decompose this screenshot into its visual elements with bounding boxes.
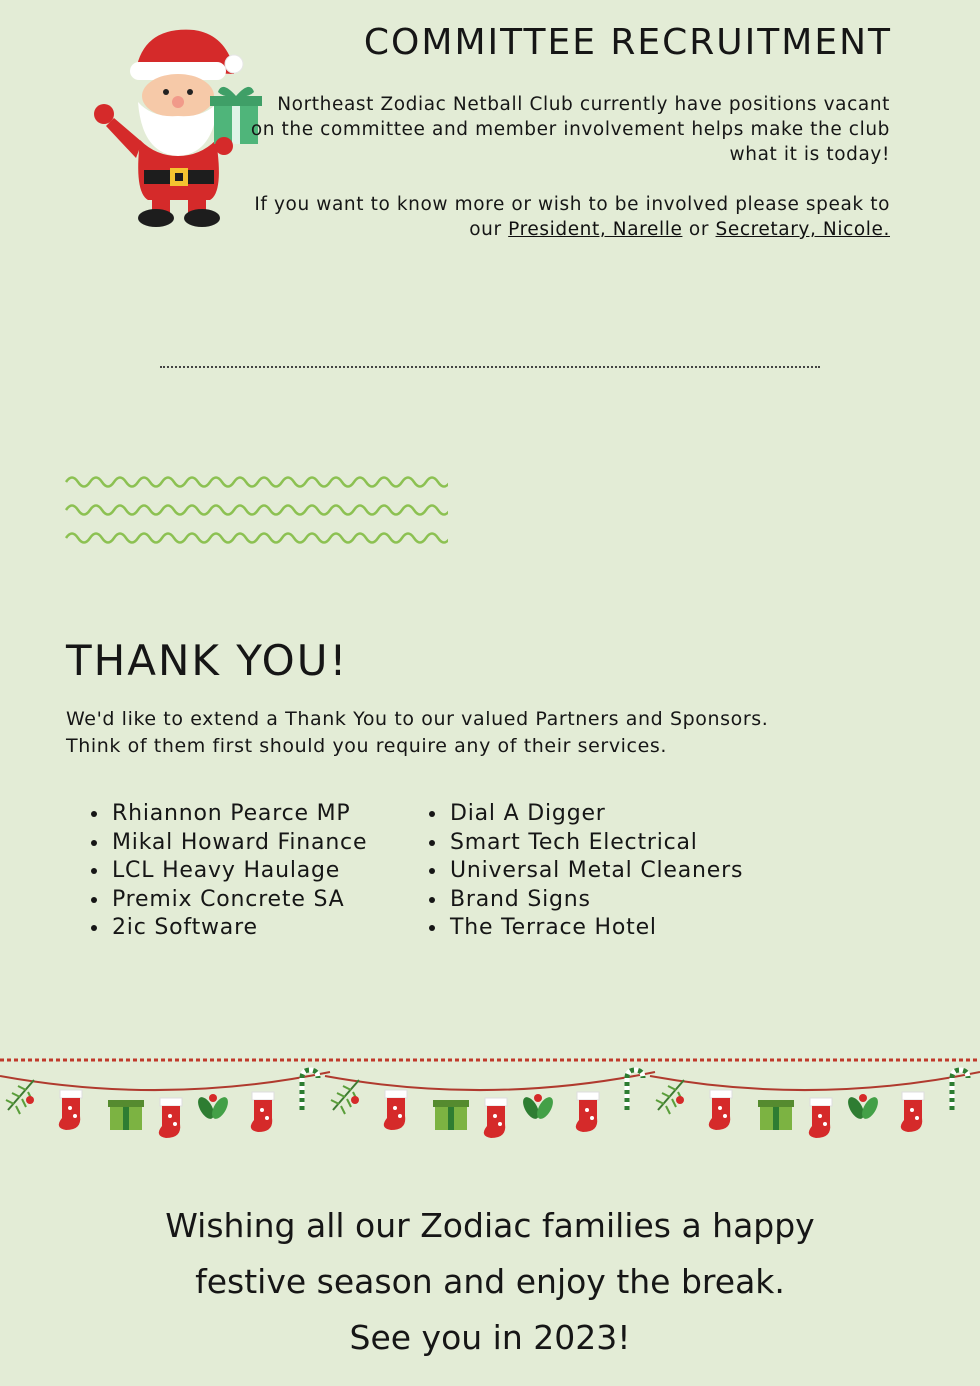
sponsor-item: • The Terrace Hotel — [448, 914, 743, 943]
garland-string — [325, 1072, 655, 1090]
sponsor-list-left — [66, 800, 367, 943]
pine-sprig-icon — [656, 1080, 684, 1114]
pine-sprig-icon — [6, 1080, 34, 1114]
wave-line — [66, 534, 448, 543]
thanks-text — [66, 706, 926, 760]
christmas-garland — [0, 1050, 980, 1160]
thanks-title: THANK YOU! — [66, 636, 349, 685]
gift-icon — [758, 1100, 794, 1130]
sponsor-list-right — [404, 800, 743, 943]
holly-icon — [845, 1094, 881, 1121]
closing-line: See you in 2023! — [349, 1318, 631, 1357]
stocking-icon — [901, 1092, 924, 1132]
stocking-icon — [809, 1098, 832, 1138]
sponsor-item: • 2ic Software — [110, 914, 367, 943]
garland-string — [0, 1072, 330, 1090]
sponsor-item: • Mikal Howard Finance — [110, 829, 367, 858]
garland-string — [650, 1072, 980, 1090]
committee-title: COMMITTEE RECRUITMENT — [363, 22, 892, 63]
committee-body — [250, 92, 890, 242]
dotted-divider — [160, 366, 820, 368]
closing-line: festive season and enjoy the break. — [195, 1262, 785, 1301]
stocking-icon — [576, 1092, 599, 1132]
gift-icon — [433, 1100, 469, 1130]
stocking-icon — [709, 1090, 732, 1130]
sponsor-item: • Dial A Digger — [448, 800, 743, 829]
stocking-icon — [484, 1098, 507, 1138]
committee-contact-paragraph — [250, 192, 890, 242]
sponsor-item: • Brand Signs — [448, 886, 743, 915]
stocking-icon — [59, 1090, 82, 1130]
thanks-line: We'd like to extend a Thank You to our valued Partners and Sponsors. — [66, 708, 769, 730]
pine-sprig-icon — [331, 1080, 359, 1114]
gift-icon — [108, 1100, 144, 1130]
stocking-icon — [384, 1090, 407, 1130]
santa-icon — [84, 22, 266, 232]
wave-line — [66, 506, 448, 515]
stocking-icon — [251, 1092, 274, 1132]
holly-icon — [195, 1094, 231, 1121]
wave-divider — [64, 470, 448, 554]
contact-text: If you want to know more or wish to be involved please speak to our — [254, 194, 890, 240]
holly-icon — [520, 1094, 556, 1121]
president-link[interactable]: President, Narelle — [508, 219, 683, 240]
committee-paragraph: Northeast Zodiac Netball Club currently have positions vacant on the committee and member involvement helps make the club what it is today! — [250, 94, 890, 165]
thanks-line: Think of them first should you require any of their services. — [66, 735, 668, 757]
closing-message — [0, 1198, 980, 1366]
sponsor-item: • Premix Concrete SA — [110, 886, 367, 915]
sponsor-item: • Rhiannon Pearce MP — [110, 800, 367, 829]
wave-line — [66, 478, 448, 487]
sponsor-item: • LCL Heavy Haulage — [110, 857, 367, 886]
sponsor-item: • Smart Tech Electrical — [448, 829, 743, 858]
stocking-icon — [159, 1098, 182, 1138]
connector-text: or — [682, 219, 716, 240]
closing-line: Wishing all our Zodiac families a happy — [165, 1206, 815, 1245]
secretary-link[interactable]: Secretary, Nicole. — [715, 219, 890, 240]
sponsor-item: • Universal Metal Cleaners — [448, 857, 743, 886]
